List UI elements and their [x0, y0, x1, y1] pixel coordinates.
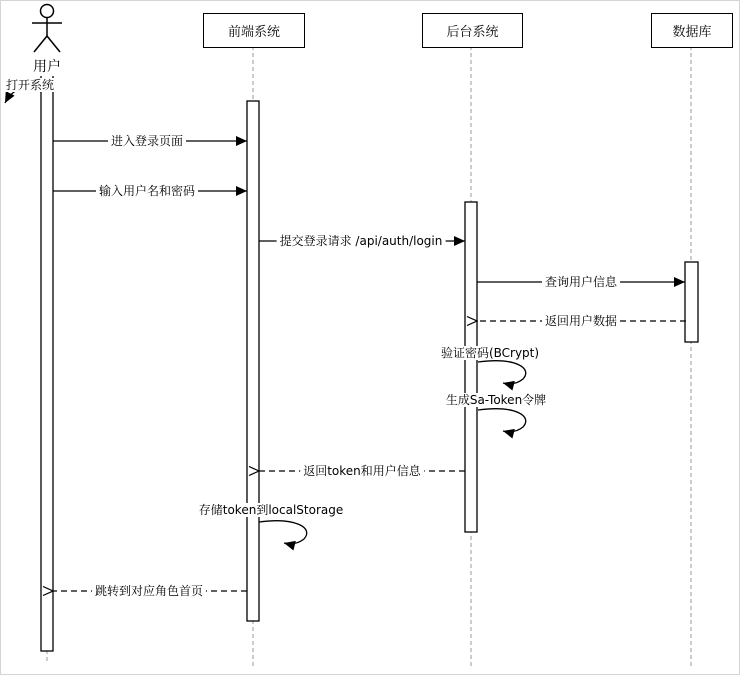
message-label-input-credentials: 输入用户名和密码 — [96, 184, 198, 198]
participant-user-label: 用户 — [32, 56, 62, 76]
message-label-open-system: 打开系统 — [3, 78, 57, 92]
diagram-drawing-layer — [1, 1, 740, 675]
activation-bar-frontend — [247, 101, 259, 621]
activation-bar-user — [41, 74, 53, 651]
message-label-enter-login-page: 进入登录页面 — [108, 134, 186, 148]
arrow-generate-token-self — [478, 409, 526, 432]
participant-database-label: 数据库 — [672, 25, 712, 40]
arrow-store-token-self — [259, 521, 307, 544]
message-label-query-user-info: 查询用户信息 — [542, 275, 620, 289]
activation-bar-backend — [465, 202, 477, 532]
participant-box-database — [651, 13, 733, 48]
participant-box-frontend — [203, 13, 305, 48]
participant-frontend-label: 前端系统 — [227, 25, 280, 40]
message-label-redirect-homepage: 跳转到对应角色首页 — [92, 584, 206, 598]
message-label-store-token: 存储token到localStorage — [196, 503, 346, 517]
participant-backend-label: 后台系统 — [446, 25, 499, 40]
actor-user-icon — [32, 5, 62, 53]
participant-box-backend — [422, 13, 523, 48]
message-label-submit-login-request: 提交登录请求 /api/auth/login — [277, 234, 446, 248]
message-label-return-token: 返回token和用户信息 — [300, 464, 424, 478]
message-label-generate-token: 生成Sa-Token令牌 — [443, 393, 549, 407]
arrow-verify-password-self — [478, 361, 526, 384]
message-label-return-user-data: 返回用户数据 — [542, 314, 620, 328]
message-label-verify-password: 验证密码(BCrypt) — [438, 346, 542, 360]
activation-bar-database — [685, 262, 698, 342]
